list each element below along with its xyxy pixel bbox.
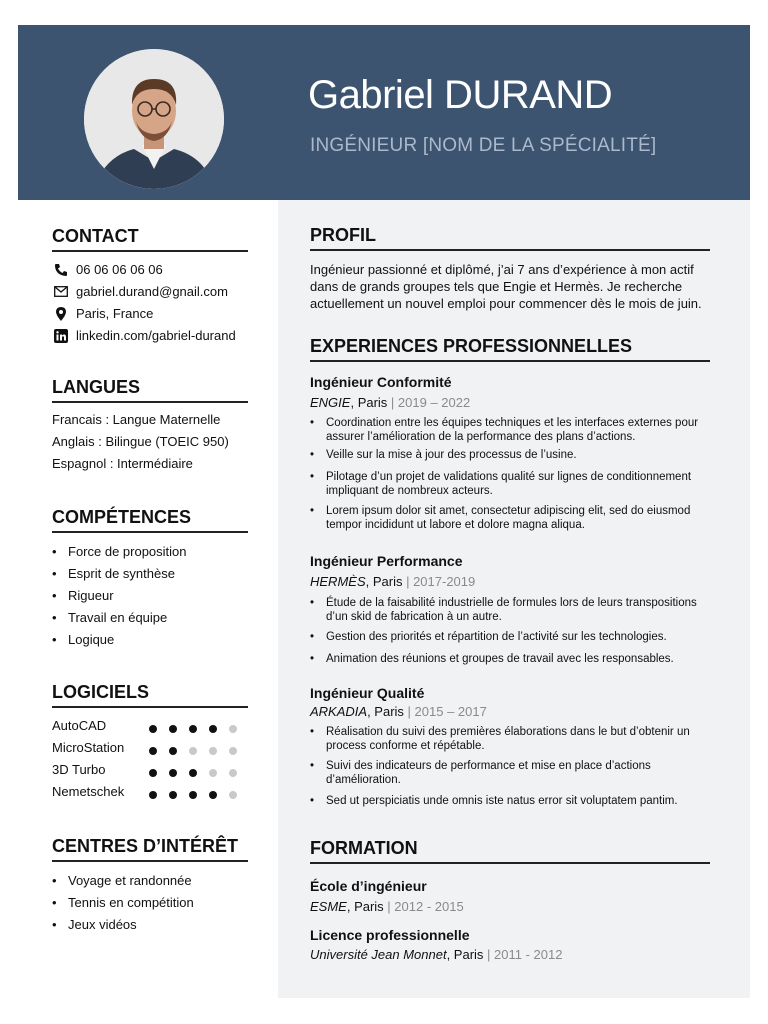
job-years: 2015 – 2017 [414,704,487,719]
rating-dot-filled [189,769,197,777]
interests-heading: CENTRES D’INTÉRÊT [52,836,239,856]
profile-text: Ingénieur passionné et diplômé, j’ai 7 ans d’expérience à mon actif dans de grands groupes tels que Engie et Hermès. Je recherche actuellement un nouvel emploi pour commencer dès le mois de juin. [310,262,702,311]
job-separator: | [387,395,398,410]
rating-dot-filled [149,791,157,799]
languages-heading: LANGUES [52,377,141,397]
profile-rule [310,249,710,251]
job-bullet: • Coordination entre les équipes techniques et les interfaces externes pour assurer l’amélioration de la performance des plans d’actions. [310,416,720,444]
education-rule [310,862,710,864]
job-bullet: • Réalisation du suivi des premières élaborations dans le but d’obtenir un process conforme et répétable. [310,725,720,753]
rating-dot-empty [229,725,237,733]
job-city: , Paris [365,574,403,589]
job-bullet: • Animation des réunions et groupes de travail avec les responsables. [310,652,720,666]
phone-text[interactable]: 06 06 06 06 06 [76,262,163,277]
experience-rule [310,360,710,362]
degree-title: École d’ingénieur [310,878,427,894]
rating-dot-filled [209,791,217,799]
rating-dot-filled [149,769,157,777]
education-heading: FORMATION [310,838,418,858]
location-pin-icon [52,307,70,321]
interest-item: • Voyage et randonnée [52,873,192,888]
job-city: , Paris [367,704,404,719]
rating-dot-filled [149,747,157,755]
contact-rule [52,250,248,252]
software-rating [149,743,249,758]
job-separator: | [402,574,414,589]
linkedin-text[interactable]: linkedin.com/gabriel-durand [76,328,236,343]
job-city: , Paris [350,395,388,410]
rating-dot-filled [169,747,177,755]
interest-item: • Tennis en compétition [52,895,194,910]
rating-dot-filled [149,725,157,733]
candidate-title: INGÉNIEUR [NOM DE LA SPÉCIALITÉ] [310,135,657,156]
software-rating [149,787,249,802]
rating-dot-filled [209,725,217,733]
job-years: 2019 – 2022 [397,395,471,410]
software-item [52,784,262,799]
skill-item: • Travail en équipe [52,610,167,625]
rating-dot-empty [229,747,237,755]
job-bullet: • Gestion des priorités et répartition de l’activité sur les technologies. [310,630,720,644]
contact-location [52,306,153,321]
job-bullet: • Sed ut perspiciatis unde omnis iste natus error sit voluptatem pantim. [310,794,720,808]
job-bullet: • Suivi des indicateurs de performance et mise en place d’actions d’amélioration. [310,759,720,787]
job-bullet: • Lorem ipsum dolor sit amet, consectetur adipiscing elit, sed do eiusmod tempor incididunt ut labore et dolore magna aliqua. [310,504,720,532]
school-years: 2012 - 2015 [394,899,464,914]
job-company-line [310,395,470,410]
software-heading: LOGICIELS [52,682,150,702]
job-company-line [310,704,487,719]
location-text: Paris, France [76,306,154,321]
contact-phone [52,262,163,277]
school-city: , Paris [346,899,384,914]
job-bullet: • Veille sur la mise à jour des processus de l’usine. [310,448,720,462]
job-company: ENGIE [310,395,351,410]
school-separator: | [483,947,495,962]
school-line [310,899,464,914]
profile-heading: PROFIL [310,225,376,245]
job-separator: | [403,704,415,719]
contact-heading: CONTACT [52,226,139,246]
experience-heading: EXPERIENCES PROFESSIONNELLES [310,336,633,356]
job-title: Ingénieur Qualité [310,685,425,701]
rating-dot-empty [209,747,217,755]
skill-item: • Esprit de synthèse [52,566,175,581]
language-item: Espagnol : Intermédiaire [52,456,193,471]
school-name: Université Jean Monnet [310,947,447,962]
rating-dot-empty [229,791,237,799]
skill-item: • Rigueur [52,588,114,603]
software-item [52,762,262,777]
language-item: Anglais : Bilingue (TOEIC 950) [52,434,229,449]
header-banner [18,25,750,200]
rating-dot-filled [189,791,197,799]
interest-item: • Jeux vidéos [52,917,137,932]
rating-dot-empty [209,769,217,777]
skill-item: • Force de proposition [52,544,187,559]
right-column [278,200,750,998]
skill-item: • Logique [52,632,114,647]
software-name: Nemetschek [52,784,125,799]
job-title: Ingénieur Performance [310,553,463,569]
rating-dot-filled [189,725,197,733]
rating-dot-empty [189,747,197,755]
school-line [310,947,562,962]
school-name: ESME [310,899,347,914]
resume-page [18,25,750,998]
software-name: MicroStation [52,740,125,755]
rating-dot-empty [229,769,237,777]
software-rating [149,721,249,736]
phone-icon [52,263,70,277]
software-rating [149,765,249,780]
job-bullet: • Pilotage d’un projet de validations qualité sur lignes de conditionnement impliquant de nombreux acteurs. [310,470,720,498]
rating-dot-filled [169,725,177,733]
candidate-name: Gabriel DURAND [308,73,613,117]
email-text[interactable]: gabriel.durand@gnail.com [76,284,228,299]
software-item [52,740,262,755]
software-name: 3D Turbo [52,762,106,777]
job-company-line [310,574,475,589]
language-item: Francais : Langue Maternelle [52,412,221,427]
job-years: 2017-2019 [413,574,476,589]
contact-email [52,284,228,299]
linkedin-icon [52,329,70,343]
profile-photo [84,49,224,189]
software-name: AutoCAD [52,718,107,733]
rating-dot-filled [169,791,177,799]
job-title: Ingénieur Conformité [310,374,452,390]
school-years: 2011 - 2012 [494,947,563,962]
interests-rule [52,860,248,862]
contact-linkedin [52,328,236,343]
skills-heading: COMPÉTENCES [52,507,192,527]
job-company: ARKADIA [310,704,368,719]
skills-rule [52,531,248,533]
languages-rule [52,401,248,403]
mail-icon [52,285,70,299]
software-item [52,718,262,733]
rating-dot-filled [169,769,177,777]
degree-title: Licence professionnelle [310,927,470,943]
school-city: , Paris [446,947,484,962]
software-rule [52,706,248,708]
left-column [18,200,278,998]
school-separator: | [383,899,395,914]
job-bullet: • Étude de la faisabilité industrielle de formules lors de leurs transpositions d’un skid de fabrication à un autre. [310,596,720,624]
job-company: HERMÈS [310,574,366,589]
